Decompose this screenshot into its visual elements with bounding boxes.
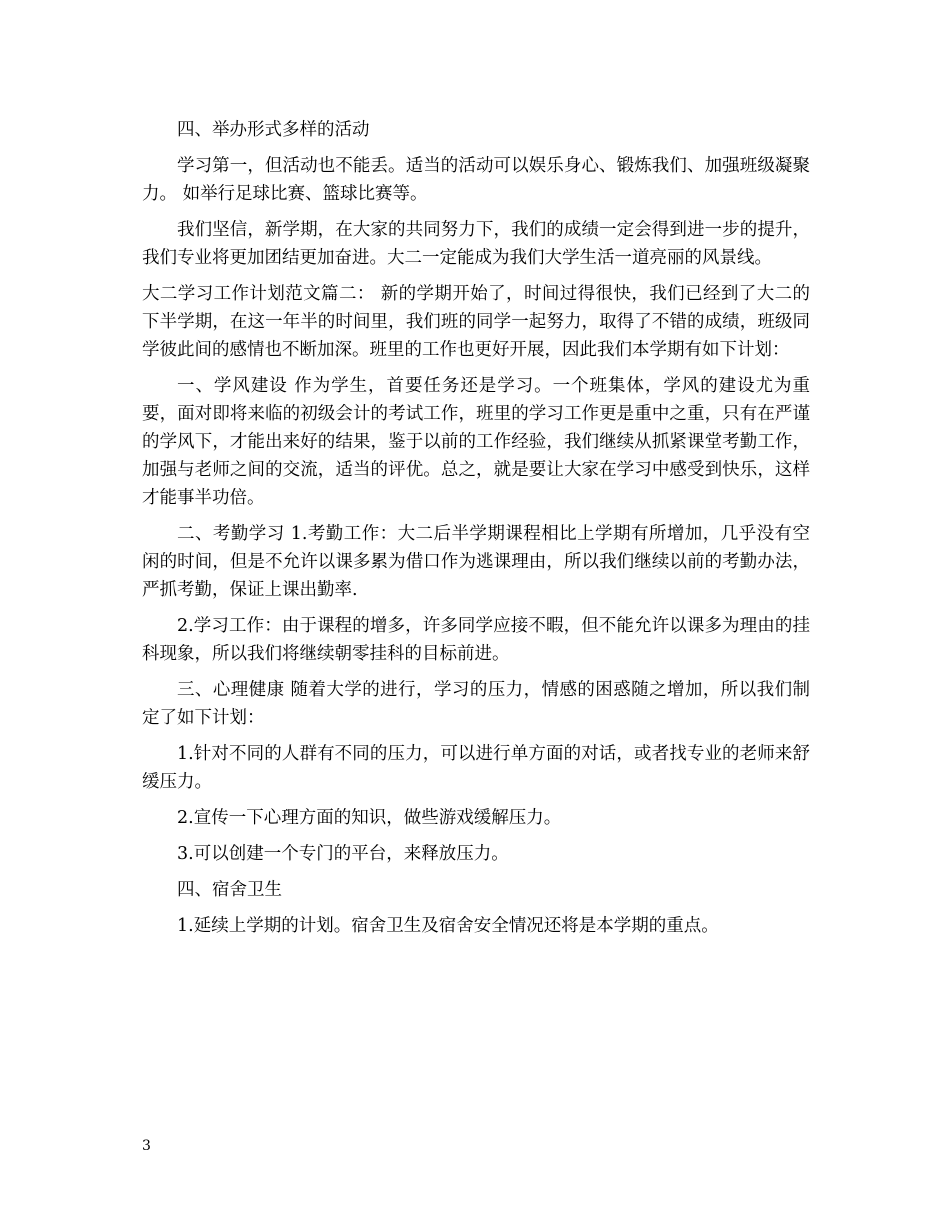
paragraph-activities: 学习第一，但活动也不能丢。适当的活动可以娱乐身心、锻炼我们、加强班级凝聚力。 如举行足球比赛、篮球比赛等。 bbox=[142, 156, 810, 204]
list-item-mental-3: 3.可以创建一个专门的平台，来释放压力。 bbox=[177, 844, 509, 864]
list-item-mental-2: 2.宣传一下心理方面的知识，做些游戏缓解压力。 bbox=[177, 808, 562, 828]
paragraph-mental-health: 三、心理健康 随着大学的进行，学习的压力，情感的困惑随之增加，所以我们制定了如下计划： bbox=[142, 680, 810, 728]
paragraph-study-style: 一、学风建设 作为学生，首要任务还是学习。一个班集体，学风的建设尤为重要，面对即将来临的初级会计的考试工作，班里的学习工作更是重中之重，只有在严谨的学风下，才能出来好的结果，鉴于以前的工作经验，我们继续从抓紧课堂考勤工作，加强与老师之间的交流，适当的评优。总之，就是要让大家在学习中感受到快乐，这样才能事半功倍。 bbox=[142, 376, 810, 508]
paragraph-conclusion: 我们坚信，新学期，在大家的共同努力下，我们的成绩一定会得到进一步的提升，我们专业将更加团结更加奋进。大二一定能成为我们大学生活一道亮丽的风景线。 bbox=[142, 220, 810, 268]
page-number: 3 bbox=[142, 1138, 151, 1154]
paragraph-plan-two-intro: 大二学习工作计划范文篇二： 新的学期开始了，时间过得很快，我们已经到了大二的下半学期，在这一年半的时间里，我们班的同学一起努力，取得了不错的成绩，班级同学彼此间的感情也不断加深。班里的工作也更好开展，因此我们本学期有如下计划： bbox=[142, 284, 810, 360]
section-heading-activities: 四、举办形式多样的活动 bbox=[177, 120, 370, 140]
paragraph-study-work: 2.学习工作：由于课程的增多，许多同学应接不暇，但不能允许以课多为理由的挂科现象，所以我们将继续朝零挂科的目标前进。 bbox=[142, 616, 810, 664]
paragraph-attendance: 二、考勤学习 1.考勤工作：大二后半学期课程相比上学期有所增加，几乎没有空闲的时间，但是不允许以课多累为借口作为逃课理由，所以我们继续以前的考勤办法，严抓考勤，保证上课出勤率. bbox=[142, 524, 810, 600]
section-heading-dorm: 四、宿舍卫生 bbox=[177, 880, 282, 900]
list-item-dorm-1: 1.延续上学期的计划。宿舍卫生及宿舍安全情况还将是本学期的重点。 bbox=[177, 916, 719, 936]
document-body bbox=[142, 116, 810, 948]
list-item-mental-1: 1.针对不同的人群有不同的压力，可以进行单方面的对话，或者找专业的老师来舒缓压力。 bbox=[142, 744, 810, 792]
